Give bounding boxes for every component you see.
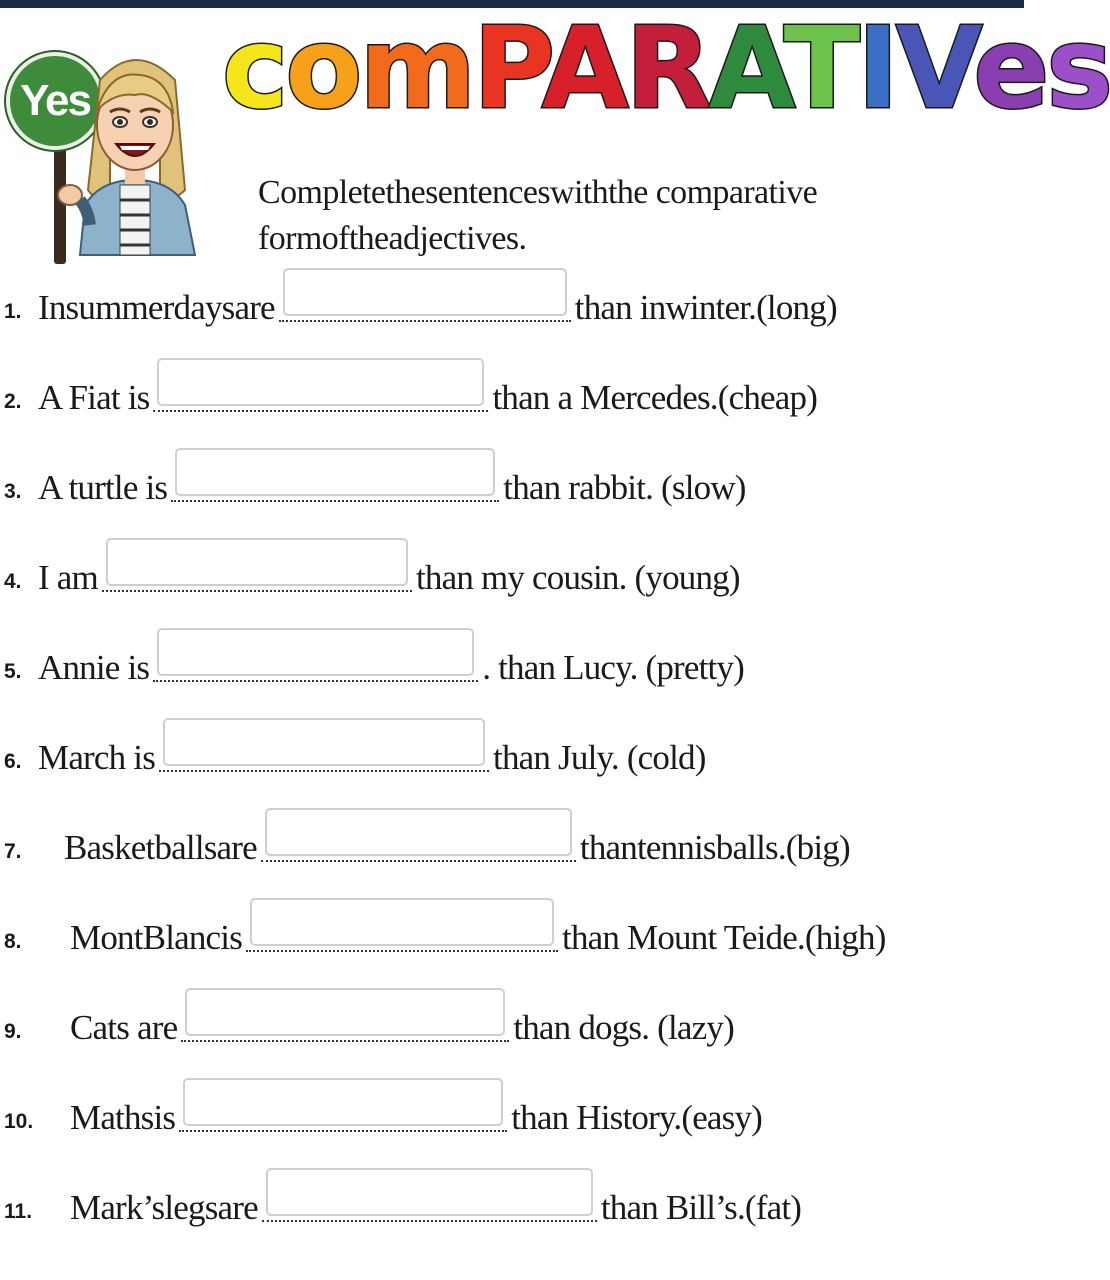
item-number: 1. (4, 300, 22, 323)
sentence (38, 550, 740, 598)
item-number: 2. (4, 390, 22, 413)
answer-blank (181, 1000, 509, 1042)
item-number: 8. (4, 930, 22, 953)
answer-input[interactable] (185, 988, 505, 1036)
item-number: 11. (4, 1200, 33, 1223)
answer-blank (246, 910, 558, 952)
title-letter: m (359, 4, 474, 134)
sentence (38, 730, 706, 778)
sentence-start: Cats are (70, 1008, 178, 1047)
sentence (38, 460, 746, 508)
sentence (70, 1180, 801, 1228)
answer-blank (153, 370, 488, 412)
answer-input[interactable] (266, 1168, 593, 1216)
answer-input[interactable] (265, 808, 572, 856)
sentence (38, 280, 837, 328)
sentence-start: MontBlancis (70, 918, 243, 957)
title-letter: R (625, 4, 709, 134)
sentence (70, 1090, 762, 1138)
answer-blank (159, 730, 489, 772)
answer-input[interactable] (283, 268, 567, 316)
exercise-item (0, 992, 1024, 1052)
answer-input[interactable] (106, 538, 408, 586)
exercise-item (0, 542, 1024, 602)
sentence (70, 910, 886, 958)
sentence-end: than a Mercedes.(cheap) (492, 378, 818, 417)
answer-blank (279, 280, 571, 322)
answer-blank (262, 1180, 597, 1222)
title-letter: o (285, 4, 360, 134)
title-letter: T (783, 4, 858, 134)
title-letter: V (895, 4, 974, 134)
answer-input[interactable] (157, 358, 484, 406)
sentence (38, 640, 744, 688)
item-number: 10. (4, 1110, 34, 1133)
sentence-end: than my cousin. (young) (415, 558, 740, 597)
sentence-start: March is (38, 738, 156, 777)
sentence-end: . than Lucy. (pretty) (482, 648, 745, 687)
exercise-item (0, 1082, 1024, 1142)
sentence-start: A turtle is (38, 468, 168, 507)
exercise-item (0, 722, 1024, 782)
sentence-end: than History.(easy) (511, 1098, 763, 1137)
answer-blank (171, 460, 499, 502)
answer-blank (261, 820, 576, 862)
title-letter: c (222, 4, 286, 134)
exercise-item (0, 272, 1024, 332)
answer-blank (102, 550, 412, 592)
answer-input[interactable] (163, 718, 485, 766)
item-number: 7. (4, 840, 22, 863)
sentence-end: than Mount Teide.(high) (562, 918, 886, 957)
exercise-item (0, 812, 1024, 872)
answer-input[interactable] (183, 1078, 503, 1126)
instructions-text: Completethesentenceswiththe comparative formoftheadjectives. (258, 174, 818, 257)
sentence-start: Basketballsare (64, 828, 257, 867)
item-number: 4. (4, 570, 22, 593)
exercise-item (0, 902, 1024, 962)
sentence (70, 1000, 734, 1048)
answer-blank (179, 1090, 507, 1132)
sentence (38, 370, 817, 418)
sentence (64, 820, 850, 868)
exercise-item (0, 452, 1024, 512)
answer-input[interactable] (157, 628, 474, 676)
answer-input[interactable] (250, 898, 554, 946)
title-letter: s (1046, 4, 1110, 134)
exercise-item (0, 362, 1024, 422)
sentence-end: thantennisballs.(big) (579, 828, 850, 867)
sentence-end: than Bill’s.(fat) (600, 1188, 802, 1227)
yes-sign-label: Yes (6, 52, 104, 150)
title-letter: e (973, 4, 1047, 134)
sentence-start: Insummerdaysare (38, 288, 275, 327)
sentence-start: Mark’slegsare (70, 1188, 258, 1227)
sentence-end: than July. (cold) (493, 738, 706, 777)
sentence-end: than rabbit. (slow) (503, 468, 746, 507)
item-number: 3. (4, 480, 22, 503)
sentence-start: A Fiat is (38, 378, 150, 417)
sentence-start: Mathsis (70, 1098, 176, 1137)
sentence-start: Annie is (38, 648, 150, 687)
answer-blank (153, 640, 478, 682)
exercise-item (0, 1172, 1024, 1232)
sentence-end: than dogs. (lazy) (513, 1008, 734, 1047)
answer-input[interactable] (175, 448, 495, 496)
item-number: 6. (4, 750, 22, 773)
sentence-start: I am (38, 558, 98, 597)
item-number: 5. (4, 660, 22, 683)
sentence-end: than inwinter.(long) (574, 288, 837, 327)
title-letter: I (857, 4, 896, 134)
exercise-item (0, 632, 1024, 692)
title-letter: A (541, 4, 626, 134)
title-letter: P (473, 4, 542, 134)
title-letter: A (708, 4, 784, 134)
item-number: 9. (4, 1020, 22, 1043)
